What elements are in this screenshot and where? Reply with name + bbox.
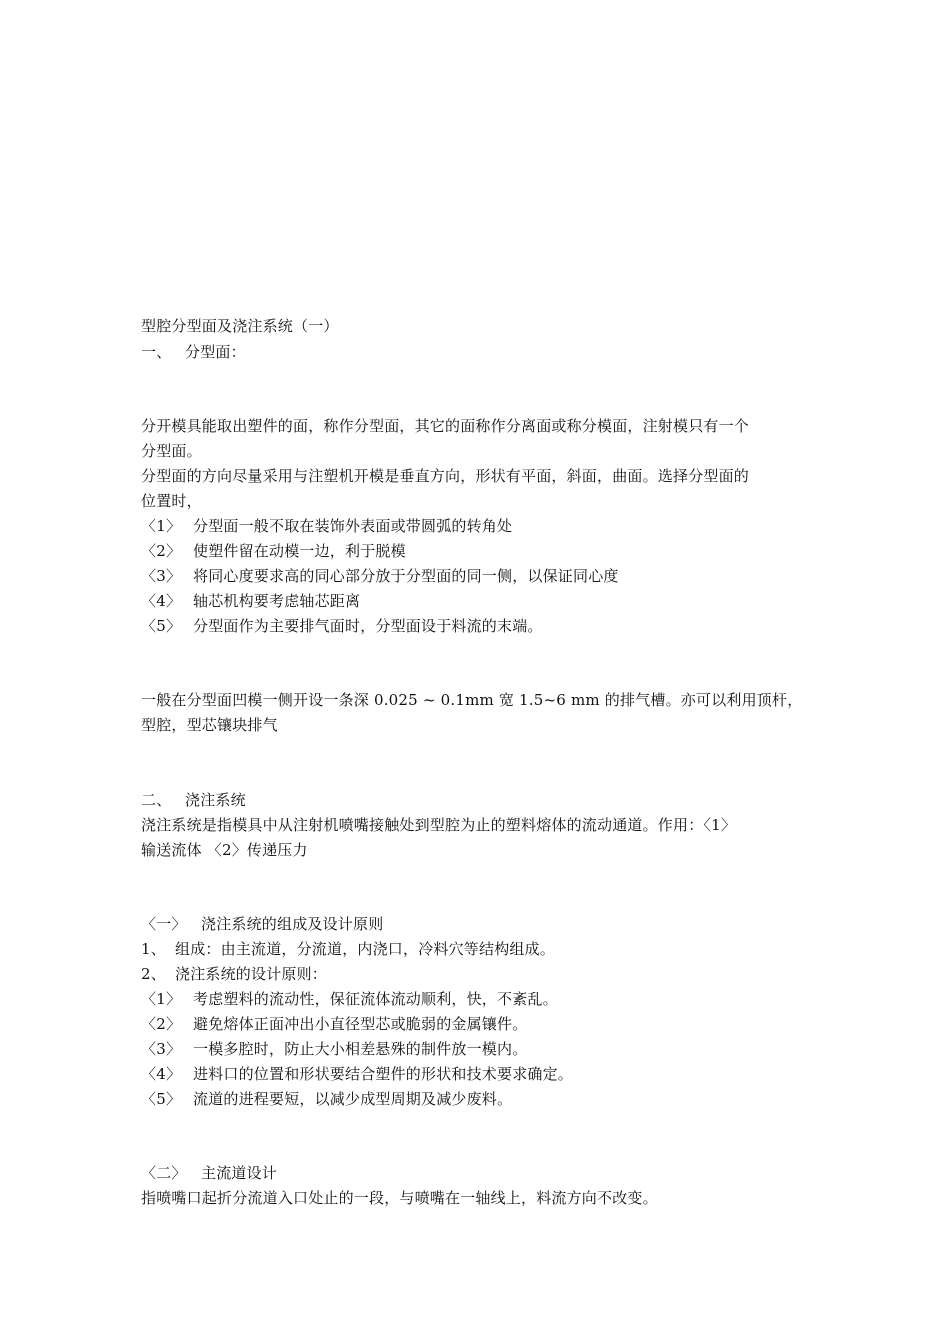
subsection-number: 〈二〉 (141, 1164, 187, 1182)
list-item (141, 989, 558, 1009)
item-number: 2、 (141, 965, 166, 983)
list-item-number: 〈1〉 (141, 517, 182, 535)
list-item-text: 流道的进程要短，以减少成型周期及减少废料。 (193, 1090, 513, 1108)
subsection-1-heading (141, 914, 383, 934)
paragraph-4-line-2: 输送流体 〈2〉传递压力 (141, 841, 308, 859)
paragraph-1-line-2: 分型面。 (141, 442, 202, 460)
numbered-item-1 (141, 939, 555, 959)
paragraph-5: 指喷嘴口起折分流道入口处止的一段，与喷嘴在一轴线上，料流方向不改变。 (141, 1189, 658, 1207)
list-item (141, 1014, 527, 1034)
section-number: 一、 (141, 343, 172, 361)
list-item-number: 〈3〉 (141, 1040, 182, 1058)
list-item-number: 〈5〉 (141, 1090, 182, 1108)
list-item-number: 〈5〉 (141, 617, 182, 635)
list-item-text: 进料口的位置和形状要结合塑件的形状和技术要求确定。 (193, 1065, 574, 1083)
section-2-heading (141, 790, 246, 810)
list-item-text: 一模多腔时，防止大小相差悬殊的制件放一模内。 (193, 1040, 528, 1058)
list-item-text: 分型面一般不取在装饰外表面或带圆弧的转角处 (193, 517, 513, 535)
subsection-2-heading (141, 1163, 277, 1183)
list-item-number: 〈3〉 (141, 567, 182, 585)
section-title: 分型面： (185, 343, 246, 361)
section-1-heading (141, 342, 246, 362)
subsection-title: 浇注系统的组成及设计原则 (201, 915, 384, 933)
list-item (141, 616, 543, 636)
paragraph-3-line-2: 型腔，型芯镶块排气 (141, 716, 278, 734)
paragraph-1-line-1: 分开模具能取出塑件的面，称作分型面，其它的面称作分离面或称分模面，注射模只有一个 (141, 417, 750, 435)
list-item-number: 〈2〉 (141, 542, 182, 560)
paragraph-2-line-1: 分型面的方向尽量采用与注塑机开模是垂直方向，形状有平面，斜面，曲面。选择分型面的 (141, 467, 750, 485)
list-item (141, 1089, 512, 1109)
list-item-number: 〈4〉 (141, 592, 182, 610)
paragraph-2-line-2: 位置时， (141, 492, 202, 510)
list-item-text: 使塑件留在动模一边，利于脱模 (193, 542, 406, 560)
section-number: 二、 (141, 791, 172, 809)
list-item (141, 1039, 527, 1059)
list-item-text: 将同心度要求高的同心部分放于分型面的同一侧，以保证同心度 (193, 567, 619, 585)
list-item-text: 避免熔体正面冲出小直径型芯或脆弱的金属镶件。 (193, 1015, 528, 1033)
list-item (141, 1064, 573, 1084)
list-item-number: 〈1〉 (141, 990, 182, 1008)
subsection-number: 〈一〉 (141, 915, 187, 933)
list-item-number: 〈4〉 (141, 1065, 182, 1083)
document-title: 型腔分型面及浇注系统（一） (141, 317, 339, 335)
list-item-text: 轴芯机构要考虑轴芯距离 (193, 592, 361, 610)
section-title: 浇注系统 (185, 791, 246, 809)
paragraph-4-line-1: 浇注系统是指模具中从注射机喷嘴接触处到型腔为止的塑料熔体的流动通道。作用：〈1〉 (141, 816, 737, 834)
list-item (141, 591, 360, 611)
list-item (141, 566, 619, 586)
list-item-number: 〈2〉 (141, 1015, 182, 1033)
subsection-title: 主流道设计 (201, 1164, 278, 1182)
list-item (141, 516, 512, 536)
numbered-item-2 (141, 964, 327, 984)
paragraph-3-line-1: 一般在分型面凹模一侧开设一条深 0.025 ~ 0.1mm 宽 1.5~6 mm 的排气槽。亦可以利用顶杆， (141, 691, 803, 709)
list-item (141, 541, 406, 561)
item-text: 浇注系统的设计原则： (175, 965, 328, 983)
item-text: 组成：由主流道，分流道，内浇口，冷料穴等结构组成。 (175, 940, 556, 958)
list-item-text: 分型面作为主要排气面时，分型面设于料流的末端。 (193, 617, 543, 635)
list-item-text: 考虑塑料的流动性，保征流体流动顺利，快，不紊乱。 (193, 990, 558, 1008)
item-number: 1、 (141, 940, 166, 958)
